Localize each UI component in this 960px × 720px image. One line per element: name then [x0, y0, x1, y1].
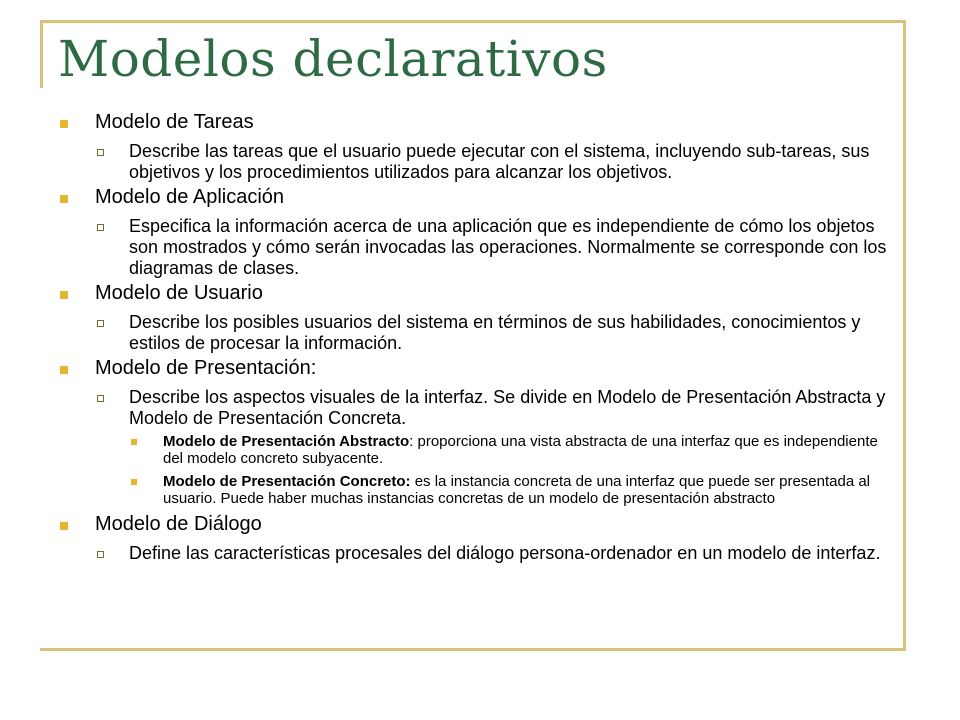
section-item-text: Describe los aspectos visuales de la interfaz. Se divide en Modelo de Presentación Abstracta y Modelo de Presentación Concreta.: [129, 387, 886, 428]
subitem-text: : proporciona una vista abstracta de una interfaz que es independiente del modelo concreto subyacente.: [163, 433, 878, 467]
square-bullet-icon: [131, 479, 137, 485]
section-heading-text: Modelo de Presentación:: [95, 357, 317, 379]
section-item-text: Especifica la información acerca de una aplicación que es independiente de cómo los objetos son mostrados y cómo serán invocadas las operaciones. Normalmente se corresponde con los diagramas de clases.: [129, 216, 887, 278]
section-item: [129, 312, 888, 354]
hollow-square-bullet-icon: [97, 149, 104, 156]
section-heading-usuario: [58, 282, 888, 305]
section-item: [129, 543, 888, 564]
section-item-text: Define las características procesales del diálogo persona-ordenador en un modelo de interfaz.: [129, 543, 881, 563]
slide-content: [58, 108, 888, 567]
section-item: [129, 141, 888, 183]
section-subitem-concreto: [163, 473, 888, 507]
frame-right-line: [903, 20, 906, 648]
section-heading-tareas: [58, 111, 888, 134]
hollow-square-bullet-icon: [97, 320, 104, 327]
section-heading-dialogo: [58, 513, 888, 536]
section-heading-text: Modelo de Tareas: [95, 111, 254, 133]
square-bullet-icon: [131, 439, 137, 445]
section-item: [129, 387, 888, 429]
section-subitem-abstracto: [163, 433, 888, 467]
square-bullet-icon: [60, 522, 68, 530]
square-bullet-icon: [60, 291, 68, 299]
section-heading-text: Modelo de Aplicación: [95, 186, 285, 208]
section-heading-text: Modelo de Usuario: [95, 282, 263, 304]
square-bullet-icon: [60, 120, 68, 128]
frame-bottom-line: [40, 648, 906, 651]
slide-title: Modelos declarativos: [58, 30, 608, 88]
section-heading-aplicacion: [58, 186, 888, 209]
frame-top-line: [40, 20, 906, 23]
hollow-square-bullet-icon: [97, 224, 104, 231]
hollow-square-bullet-icon: [97, 551, 104, 558]
hollow-square-bullet-icon: [97, 395, 104, 402]
section-item-text: Describe los posibles usuarios del sistema en términos de sus habilidades, conocimientos y estilos de procesar la información.: [129, 312, 861, 353]
frame-left-line: [40, 20, 43, 88]
section-item-text: Describe las tareas que el usuario puede ejecutar con el sistema, incluyendo sub-tareas, sus objetivos y los procedimientos utilizados para alcanzar los objetivos.: [129, 141, 870, 182]
square-bullet-icon: [60, 195, 68, 203]
section-item: [129, 216, 888, 279]
subitem-bold-term: Modelo de Presentación Abstracto: [163, 433, 410, 450]
section-heading-text: Modelo de Diálogo: [95, 513, 262, 535]
subitem-text: es la instancia concreta de una interfaz que puede ser presentada al usuario. Puede haber muchas instancias concretas de un modelo de presentación abstracto: [163, 473, 871, 507]
square-bullet-icon: [60, 366, 68, 374]
section-heading-presentacion: [58, 357, 888, 380]
subitem-bold-term: Modelo de Presentación Concreto:: [163, 473, 411, 490]
